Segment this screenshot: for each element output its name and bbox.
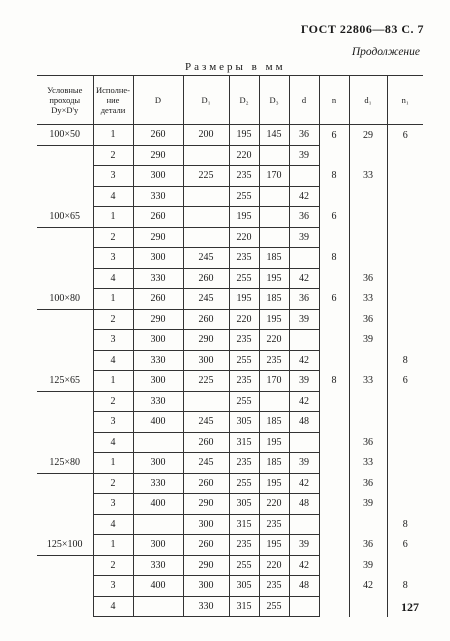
table-cell: 39: [349, 330, 387, 351]
table-cell: 185: [259, 453, 289, 474]
column-header: d₁: [349, 76, 387, 125]
table-cell: 255: [229, 186, 259, 207]
table-cell: 39: [349, 494, 387, 515]
table-cell: 195: [229, 125, 259, 146]
table-cell: 300: [133, 371, 183, 392]
table-cell: 2: [93, 473, 133, 494]
table-cell: [289, 596, 319, 617]
column-header: Условные проходы Dу×D'у: [37, 76, 93, 125]
table-cell: 29: [349, 125, 387, 146]
table-cell: 300: [133, 166, 183, 187]
table-cell: 2: [93, 555, 133, 576]
column-header: D₃: [259, 76, 289, 125]
table-cell: 4: [93, 268, 133, 289]
table-cell: 8: [319, 166, 349, 187]
table-cell: [259, 186, 289, 207]
table-row: [37, 186, 423, 207]
table-cell: 3: [93, 494, 133, 515]
table-cell: 235: [259, 350, 289, 371]
table-cell: [319, 309, 349, 330]
table-cell: 330: [183, 596, 229, 617]
table-cell: [387, 289, 423, 310]
table-cell: 125×65: [37, 371, 93, 392]
table-cell: 225: [183, 166, 229, 187]
table-cell: 36: [349, 432, 387, 453]
table-cell: 235: [259, 514, 289, 535]
table-cell: [183, 227, 229, 248]
table-cell: [37, 494, 93, 515]
table-cell: [349, 391, 387, 412]
table-cell: 400: [133, 412, 183, 433]
table-row: [37, 268, 423, 289]
table-cell: 39: [289, 535, 319, 556]
table-cell: [387, 268, 423, 289]
table-cell: [349, 514, 387, 535]
table-cell: [387, 432, 423, 453]
table-cell: 39: [289, 227, 319, 248]
table-cell: [37, 145, 93, 166]
table-cell: 6: [319, 207, 349, 228]
table-cell: 42: [289, 268, 319, 289]
table-row: [37, 289, 423, 310]
table-cell: 4: [93, 514, 133, 535]
table-cell: [319, 391, 349, 412]
table-cell: 33: [349, 166, 387, 187]
table-cell: [349, 186, 387, 207]
table-cell: 2: [93, 391, 133, 412]
table-row: [37, 514, 423, 535]
table-cell: 36: [289, 207, 319, 228]
column-header: Исполнение детали: [93, 76, 133, 125]
table-cell: 245: [183, 289, 229, 310]
table-cell: [289, 166, 319, 187]
table-cell: 305: [229, 412, 259, 433]
table-cell: 1: [93, 371, 133, 392]
table-cell: [37, 268, 93, 289]
table-cell: 125×80: [37, 453, 93, 474]
table-cell: 260: [133, 289, 183, 310]
table-cell: [387, 473, 423, 494]
table-cell: [387, 207, 423, 228]
table-row: [37, 309, 423, 330]
table-row: [37, 248, 423, 269]
table-cell: 195: [229, 289, 259, 310]
table-cell: 42: [289, 473, 319, 494]
table-cell: [349, 596, 387, 617]
table-cell: 220: [259, 330, 289, 351]
table-cell: [349, 145, 387, 166]
table-cell: 48: [289, 576, 319, 597]
table-cell: [37, 309, 93, 330]
table-cell: 3: [93, 412, 133, 433]
table-row: [37, 555, 423, 576]
table-cell: 48: [289, 412, 319, 433]
table-cell: 8: [387, 514, 423, 535]
table-cell: 39: [349, 555, 387, 576]
table-header-row: [37, 76, 423, 125]
table-cell: 225: [183, 371, 229, 392]
table-cell: 36: [349, 473, 387, 494]
table-cell: 3: [93, 248, 133, 269]
table-cell: 315: [229, 596, 259, 617]
table-cell: 48: [289, 494, 319, 515]
table-cell: [259, 391, 289, 412]
table-cell: 290: [183, 555, 229, 576]
table-cell: 290: [133, 227, 183, 248]
table-row: [37, 207, 423, 228]
table-cell: 235: [229, 330, 259, 351]
table-cell: 315: [229, 432, 259, 453]
table-cell: 300: [183, 576, 229, 597]
table-cell: [289, 248, 319, 269]
table-cell: 300: [133, 330, 183, 351]
table-cell: 330: [133, 350, 183, 371]
table-cell: [319, 432, 349, 453]
table-cell: 6: [387, 535, 423, 556]
table-cell: 220: [259, 555, 289, 576]
table-cell: [37, 330, 93, 351]
table-cell: 185: [259, 412, 289, 433]
table-cell: 235: [229, 166, 259, 187]
table-cell: 39: [289, 309, 319, 330]
table-cell: [37, 596, 93, 617]
table-cell: [319, 227, 349, 248]
table-cell: 255: [229, 555, 259, 576]
table-cell: 300: [133, 535, 183, 556]
table-cell: 290: [133, 309, 183, 330]
table-cell: 100×50: [37, 125, 93, 146]
table-cell: [37, 227, 93, 248]
table-cell: [183, 391, 229, 412]
table-cell: [387, 412, 423, 433]
table-cell: 39: [289, 145, 319, 166]
table-cell: [387, 145, 423, 166]
table-row: [37, 535, 423, 556]
table-cell: 290: [183, 494, 229, 515]
table-cell: 300: [183, 350, 229, 371]
table-cell: [319, 453, 349, 474]
table-cell: [133, 514, 183, 535]
table-cell: [349, 350, 387, 371]
table-row: [37, 371, 423, 392]
table-cell: 220: [229, 309, 259, 330]
table-cell: 255: [229, 350, 259, 371]
table-cell: [319, 145, 349, 166]
table-cell: 125×100: [37, 535, 93, 556]
table-cell: 42: [349, 576, 387, 597]
table-cell: 39: [289, 453, 319, 474]
table-cell: [133, 432, 183, 453]
table-cell: 315: [229, 514, 259, 535]
table-cell: 195: [259, 268, 289, 289]
table-cell: 6: [319, 289, 349, 310]
table-cell: 4: [93, 432, 133, 453]
table-cell: [319, 268, 349, 289]
table-cell: [133, 596, 183, 617]
table-cell: 4: [93, 186, 133, 207]
table-cell: 195: [259, 309, 289, 330]
table-cell: 100×80: [37, 289, 93, 310]
table-cell: [349, 248, 387, 269]
table-cell: [387, 227, 423, 248]
table-row: [37, 432, 423, 453]
table-cell: 2: [93, 227, 133, 248]
table-cell: 195: [259, 432, 289, 453]
table-row: [37, 391, 423, 412]
table-cell: 235: [229, 371, 259, 392]
table-cell: 300: [133, 248, 183, 269]
table-cell: [37, 166, 93, 187]
table-cell: 260: [183, 473, 229, 494]
table-cell: 255: [259, 596, 289, 617]
table-cell: 2: [93, 145, 133, 166]
table-cell: [37, 473, 93, 494]
table-cell: 260: [133, 125, 183, 146]
table-cell: 39: [289, 371, 319, 392]
table-cell: 260: [183, 535, 229, 556]
table-cell: [289, 330, 319, 351]
continuation-label: Продолжение: [351, 46, 420, 58]
table-cell: [259, 145, 289, 166]
dimensions-table: [37, 75, 423, 617]
table-cell: 185: [259, 289, 289, 310]
table-cell: [387, 186, 423, 207]
table-cell: 33: [349, 289, 387, 310]
table-cell: [319, 535, 349, 556]
column-header: d: [289, 76, 319, 125]
table-cell: 36: [289, 289, 319, 310]
table-cell: [387, 330, 423, 351]
table-cell: 235: [229, 248, 259, 269]
table-cell: [319, 412, 349, 433]
table-cell: [319, 494, 349, 515]
table-cell: 3: [93, 330, 133, 351]
table-cell: [387, 309, 423, 330]
table-cell: [183, 207, 229, 228]
table-cell: [289, 432, 319, 453]
table-cell: 6: [387, 125, 423, 146]
table-cell: [37, 514, 93, 535]
table-cell: 33: [349, 453, 387, 474]
table-cell: 235: [229, 535, 259, 556]
table-cell: 6: [319, 125, 349, 146]
table-cell: [319, 350, 349, 371]
table-cell: 255: [229, 391, 259, 412]
table-cell: 400: [133, 576, 183, 597]
table-cell: [183, 145, 229, 166]
table-cell: 235: [229, 453, 259, 474]
table-cell: [349, 207, 387, 228]
table-cell: 36: [349, 535, 387, 556]
table-cell: 195: [259, 535, 289, 556]
table-cell: 6: [387, 371, 423, 392]
table-cell: 330: [133, 473, 183, 494]
table-cell: [37, 576, 93, 597]
table-cell: [319, 330, 349, 351]
table-cell: [37, 350, 93, 371]
table-cell: 245: [183, 453, 229, 474]
table-cell: 1: [93, 453, 133, 474]
table-cell: 260: [183, 309, 229, 330]
table-cell: [387, 391, 423, 412]
table-cell: 255: [229, 268, 259, 289]
table-cell: 36: [289, 125, 319, 146]
table-cell: [37, 186, 93, 207]
document-header: ГОСТ 22806—83 С. 7: [300, 22, 424, 36]
column-header: n₁: [387, 76, 423, 125]
table-cell: 4: [93, 350, 133, 371]
table-cell: [37, 412, 93, 433]
table-cell: [289, 514, 319, 535]
column-header: n: [319, 76, 349, 125]
table-cell: 290: [133, 145, 183, 166]
table-cell: 200: [183, 125, 229, 146]
table-caption: Размеры в мм: [185, 61, 286, 73]
table-cell: [387, 453, 423, 474]
table-cell: 42: [289, 391, 319, 412]
table-cell: 3: [93, 166, 133, 187]
column-header: D₂: [229, 76, 259, 125]
table-cell: 170: [259, 371, 289, 392]
table-cell: 245: [183, 248, 229, 269]
table-cell: 400: [133, 494, 183, 515]
table-cell: [387, 555, 423, 576]
table-row: [37, 473, 423, 494]
table-cell: [37, 432, 93, 453]
table-row: [37, 125, 423, 146]
table-cell: [259, 227, 289, 248]
table-cell: 8: [319, 371, 349, 392]
table-cell: [319, 186, 349, 207]
table-cell: [319, 555, 349, 576]
table-cell: 220: [259, 494, 289, 515]
table-cell: [387, 248, 423, 269]
table-cell: 36: [349, 268, 387, 289]
table-cell: [387, 494, 423, 515]
table-cell: 33: [349, 371, 387, 392]
table-cell: [349, 227, 387, 248]
table-row: [37, 453, 423, 474]
table-cell: [259, 207, 289, 228]
table-cell: 1: [93, 535, 133, 556]
table-cell: 330: [133, 186, 183, 207]
table-cell: [319, 576, 349, 597]
table-cell: [37, 555, 93, 576]
table-row: [37, 576, 423, 597]
table-cell: [37, 248, 93, 269]
table-cell: 8: [387, 350, 423, 371]
table-cell: 1: [93, 289, 133, 310]
table-cell: 220: [229, 145, 259, 166]
page-number: 127: [401, 600, 419, 614]
table-row: [37, 166, 423, 187]
table-cell: 2: [93, 309, 133, 330]
table-cell: 42: [289, 186, 319, 207]
table-cell: 330: [133, 555, 183, 576]
table-cell: 330: [133, 268, 183, 289]
table-cell: [37, 391, 93, 412]
table-cell: 305: [229, 576, 259, 597]
table-cell: 245: [183, 412, 229, 433]
table-row: [37, 596, 423, 617]
table-cell: 3: [93, 576, 133, 597]
table-cell: [183, 186, 229, 207]
table-row: [37, 145, 423, 166]
table-cell: 300: [133, 453, 183, 474]
table-cell: 145: [259, 125, 289, 146]
table-cell: 305: [229, 494, 259, 515]
table-cell: [387, 166, 423, 187]
table-cell: 195: [229, 207, 259, 228]
table-cell: 8: [387, 576, 423, 597]
table-cell: 42: [289, 555, 319, 576]
table-cell: 255: [229, 473, 259, 494]
table-cell: 1: [93, 207, 133, 228]
table-cell: 220: [229, 227, 259, 248]
table-cell: 195: [259, 473, 289, 494]
table-cell: [319, 596, 349, 617]
table-cell: 260: [133, 207, 183, 228]
table-cell: 260: [183, 432, 229, 453]
table-cell: 36: [349, 309, 387, 330]
table-cell: 235: [259, 576, 289, 597]
table-row: [37, 227, 423, 248]
table-row: [37, 330, 423, 351]
table-cell: 100×65: [37, 207, 93, 228]
table-row: [37, 412, 423, 433]
table-cell: 42: [289, 350, 319, 371]
table-cell: 330: [133, 391, 183, 412]
table-cell: 8: [319, 248, 349, 269]
table-cell: 260: [183, 268, 229, 289]
table-cell: 170: [259, 166, 289, 187]
table-cell: 4: [93, 596, 133, 617]
table-cell: 300: [183, 514, 229, 535]
table-cell: 185: [259, 248, 289, 269]
table-cell: [319, 473, 349, 494]
table-cell: 290: [183, 330, 229, 351]
table-cell: 1: [93, 125, 133, 146]
table-row: [37, 494, 423, 515]
table-row: [37, 350, 423, 371]
table-cell: [349, 412, 387, 433]
column-header: D₁: [183, 76, 229, 125]
column-header: D: [133, 76, 183, 125]
table-cell: [319, 514, 349, 535]
